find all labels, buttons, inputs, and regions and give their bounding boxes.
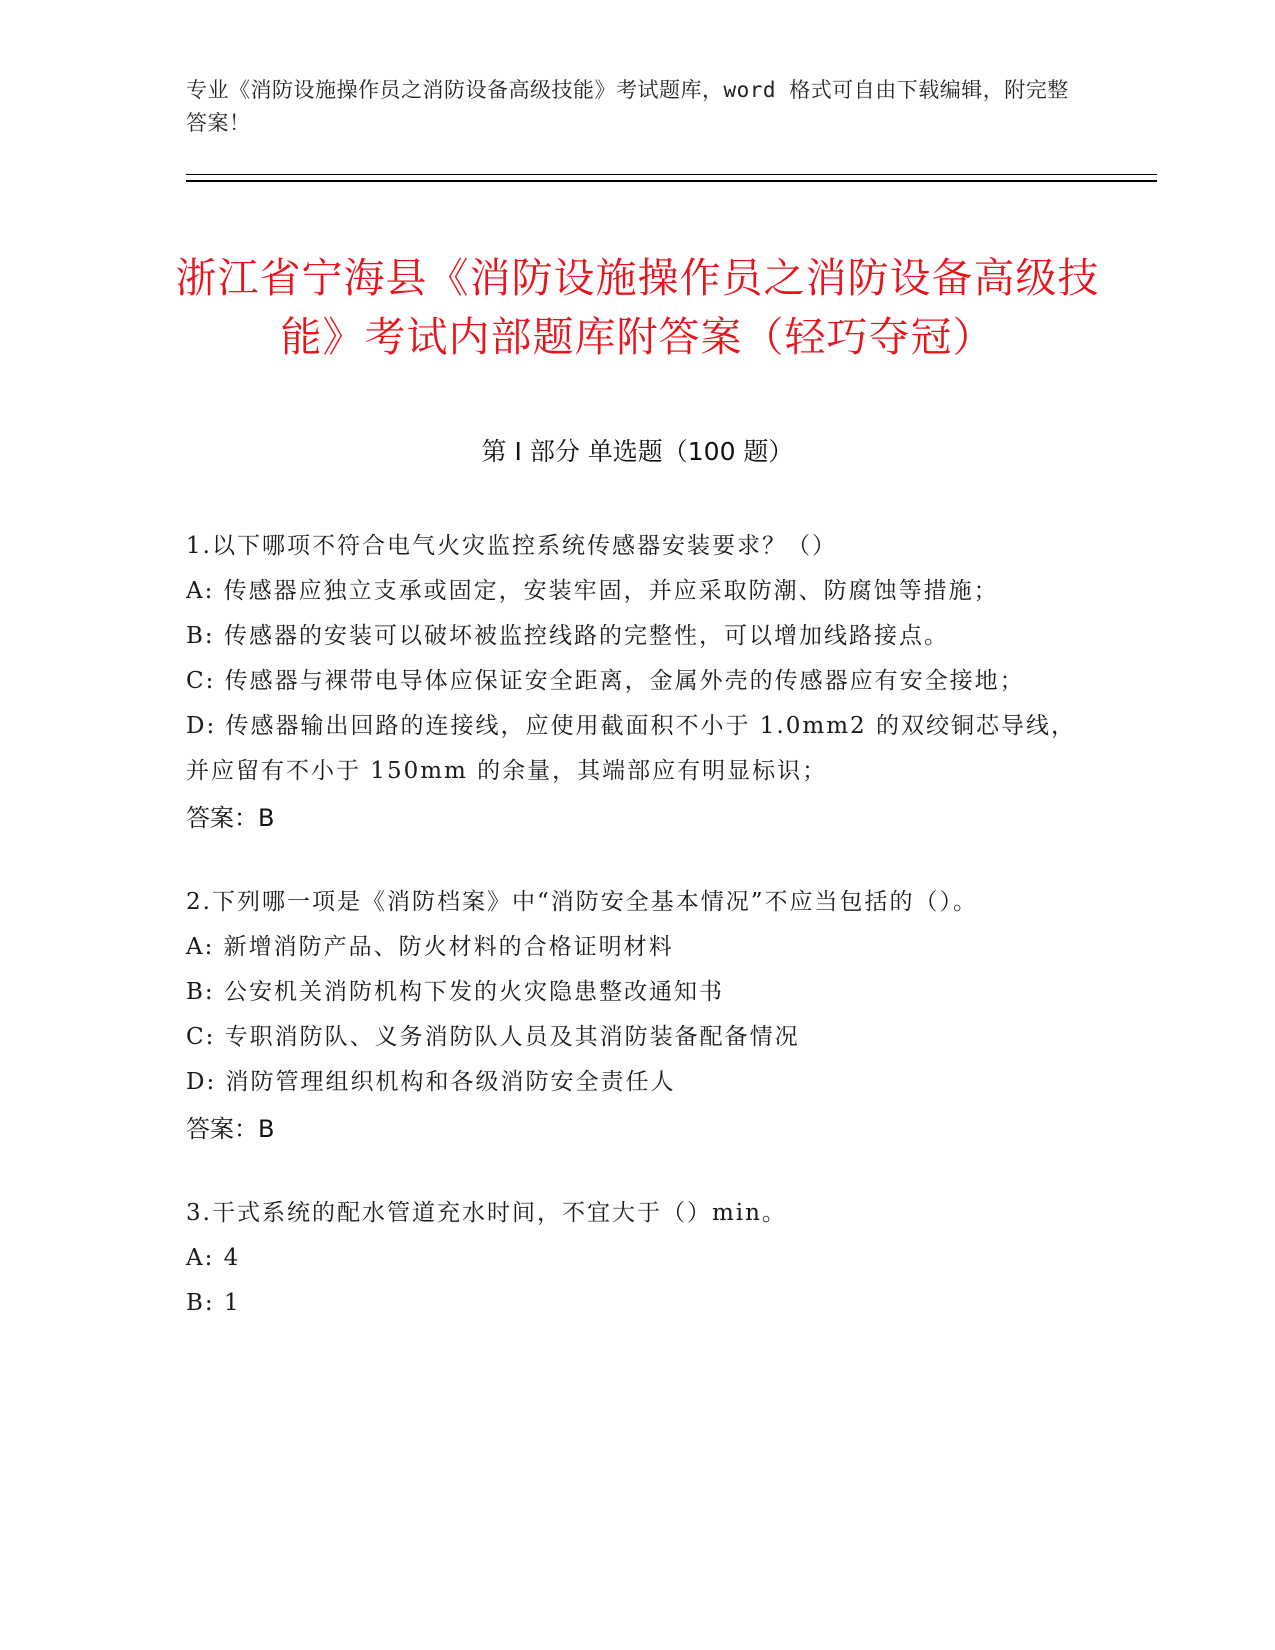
question-item	[186, 524, 1076, 840]
answer-label: 答案：B	[186, 804, 275, 832]
option-a: A: 4	[186, 1245, 241, 1271]
option-d: D: 消防管理组织机构和各级消防安全责任人	[186, 1069, 676, 1095]
section-title: 第 I 部分 单选题（100 题）	[481, 437, 794, 466]
question-item	[186, 880, 1076, 1151]
option-b: B: 传感器的安装可以破坏被监控线路的完整性，可以增加线路接点。	[186, 623, 949, 649]
question-stem: 2.下列哪一项是《消防档案》中“消防安全基本情况”不应当包括的（）。	[186, 889, 978, 915]
option-c: C: 传感器与裸带电导体应保证安全距离，金属外壳的传感器应有安全接地；	[186, 668, 1025, 694]
answer-label: 答案：B	[186, 1115, 275, 1143]
header-note: 专业《消防设施操作员之消防设备高级技能》考试题库，word 格式可自由下载编辑，附完整答案！	[186, 78, 1069, 135]
option-b: B: 公安机关消防机构下发的火灾隐患整改通知书	[186, 979, 724, 1005]
option-a: A: 传感器应独立支承或固定，安装牢固，并应采取防潮、防腐蚀等措施；	[186, 578, 999, 604]
option-b: B: 1	[186, 1290, 241, 1316]
question-stem: 1.以下哪项不符合电气火灾监控系统传感器安装要求？（）	[186, 533, 837, 559]
question-list	[186, 524, 1076, 1366]
option-d: D: 传感器输出回路的连接线，应使用截面积不小于 1.0mm2 的双绞铜芯导线，并应留有不小于 150mm 的余量，其端部应有明显标识；	[186, 713, 1076, 784]
option-c: C: 专职消防队、义务消防队人员及其消防装备配备情况	[186, 1024, 800, 1050]
header-divider-thin	[186, 174, 1157, 175]
question-item	[186, 1191, 1076, 1326]
question-stem: 3.干式系统的配水管道充水时间，不宜大于（）min。	[186, 1200, 787, 1226]
header-divider-thick	[186, 180, 1157, 182]
document-title: 浙江省宁海县《消防设施操作员之消防设备高级技能》考试内部题库附答案（轻巧夺冠）	[175, 254, 1100, 362]
option-a: A: 新增消防产品、防火材料的合格证明材料	[186, 934, 674, 960]
